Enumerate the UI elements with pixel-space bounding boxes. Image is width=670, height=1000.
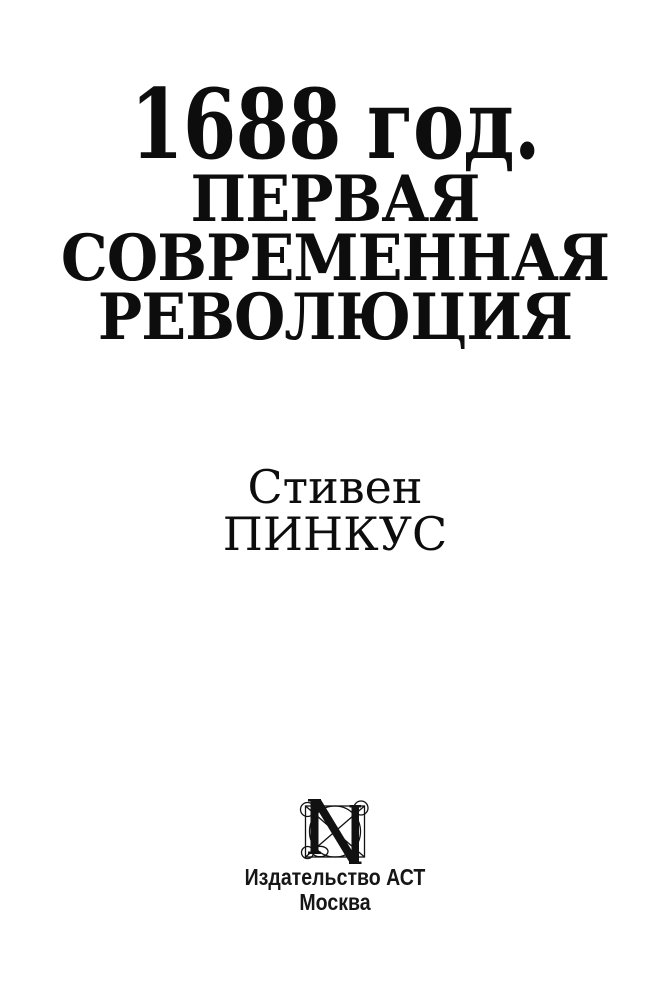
title-line-sovremennaya: СОВРЕМЕННАЯ (60, 221, 610, 296)
publisher-name: Издательство АСТ (244, 864, 426, 890)
title-line-pervaya: ПЕРВАЯ (190, 162, 480, 237)
logo-n-serif-tl (308, 799, 321, 802)
author-last-name: ПИНКУС (222, 507, 448, 561)
book-title-caps (27, 162, 643, 355)
author-first-name: Стивен (247, 460, 423, 514)
title-line-revolyutsiya: РЕВОЛЮЦИЯ (97, 280, 573, 355)
author-name (0, 460, 670, 561)
publisher-imprint (50, 865, 620, 915)
publisher-city: Москва (299, 889, 371, 915)
constructed-letter-n-monogram-icon (299, 796, 375, 868)
logo-n-serif-tr (350, 805, 362, 808)
logo-n-right-stem (352, 805, 360, 864)
title-year-line: 1688 год. (130, 68, 540, 181)
logo-n-serif-bl (308, 852, 321, 855)
